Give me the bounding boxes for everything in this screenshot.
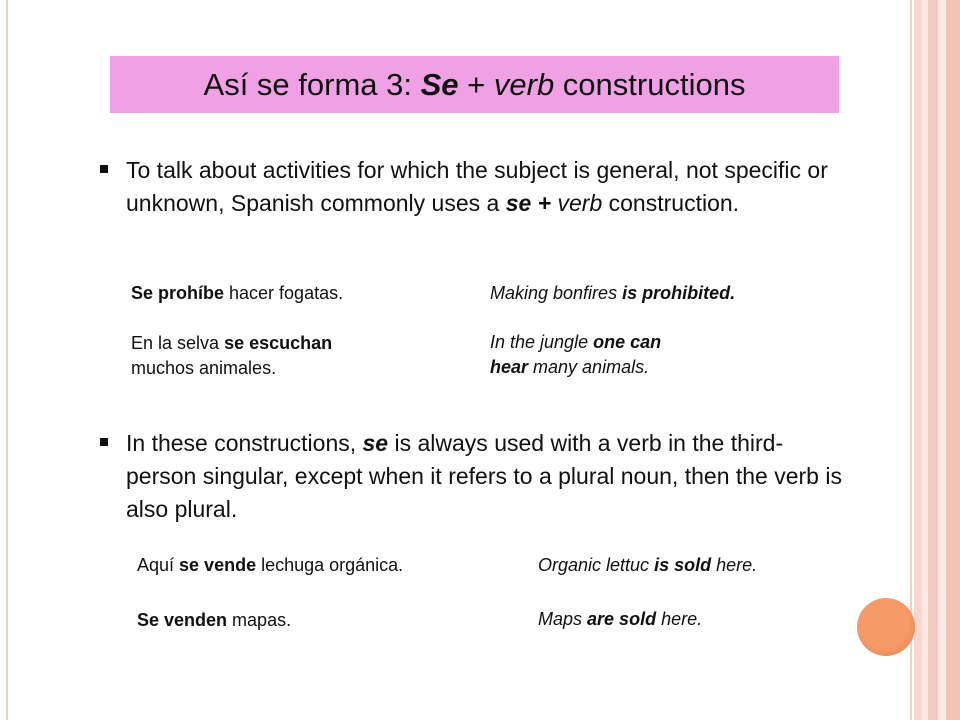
example-es-verb: Se prohíbe (131, 283, 225, 303)
example-en-post: here. (711, 555, 758, 575)
example-es-3 (137, 553, 403, 578)
bullet-marker (100, 165, 108, 173)
example-es-4 (137, 608, 291, 633)
example-es-verb: se escuchan (224, 333, 333, 353)
bullet-point-2 (126, 427, 846, 526)
example-en-pre: Organic lettuc (538, 555, 655, 575)
example-en-verb: are sold (587, 609, 657, 629)
bullet2-text-end: is always used with a verb in the third-person singular, except when it refers to a plural noun, then the verb is also plural. (126, 430, 842, 522)
example-en-verb: is sold (654, 555, 712, 575)
example-es-verb: Se venden (137, 610, 228, 630)
example-en-2 (490, 330, 790, 380)
slide-title (110, 56, 839, 113)
stripe (938, 0, 946, 720)
title-prefix: Así se forma 3: (203, 66, 421, 102)
example-es-2 (131, 331, 431, 381)
bullet1-verb: verb (557, 190, 603, 216)
example-es-rest: lechuga orgánica. (256, 555, 404, 575)
example-es-rest: muchos animales. (131, 358, 277, 378)
bullet2-se: se (362, 430, 389, 456)
example-es-rest: hacer fogatas. (224, 283, 344, 303)
example-en-1 (490, 281, 735, 306)
example-es-1 (131, 281, 343, 306)
example-es-verb: se vende (179, 555, 257, 575)
example-en-pre: Making bonfires (490, 283, 623, 303)
title-plus: + (458, 66, 494, 102)
bullet1-text: To talk about activities for which the subject is general, not specific or unknown, Spanish commonly uses a (126, 157, 828, 216)
example-en-4 (538, 607, 702, 632)
example-es-pre: Aquí (137, 555, 180, 575)
bullet1-text-end: construction. (602, 190, 740, 216)
example-en-verb: is prohibited. (622, 283, 736, 303)
example-en-verb: one can (593, 332, 662, 352)
decorative-orb (857, 598, 915, 656)
example-en-3 (538, 553, 757, 578)
example-en-pre: In the jungle (490, 332, 594, 352)
bullet2-text: In these constructions, (126, 430, 363, 456)
stripe (914, 0, 922, 720)
example-es-rest: mapas. (227, 610, 292, 630)
decorative-stripes (914, 0, 960, 720)
example-es-pre: En la selva (131, 333, 225, 353)
example-en-post: many animals. (528, 357, 650, 377)
example-en-post: here. (656, 609, 703, 629)
bullet-marker (100, 438, 108, 446)
stripe (946, 0, 960, 720)
example-en-pre: Maps (538, 609, 588, 629)
title-suffix: constructions (554, 66, 746, 102)
title-verb: verb (493, 66, 555, 102)
stripe (928, 0, 938, 720)
bullet-point-1 (126, 154, 846, 220)
title-se: Se (420, 66, 459, 102)
bullet1-se: se + (505, 190, 552, 216)
example-en-verb-2: hear (490, 357, 529, 377)
